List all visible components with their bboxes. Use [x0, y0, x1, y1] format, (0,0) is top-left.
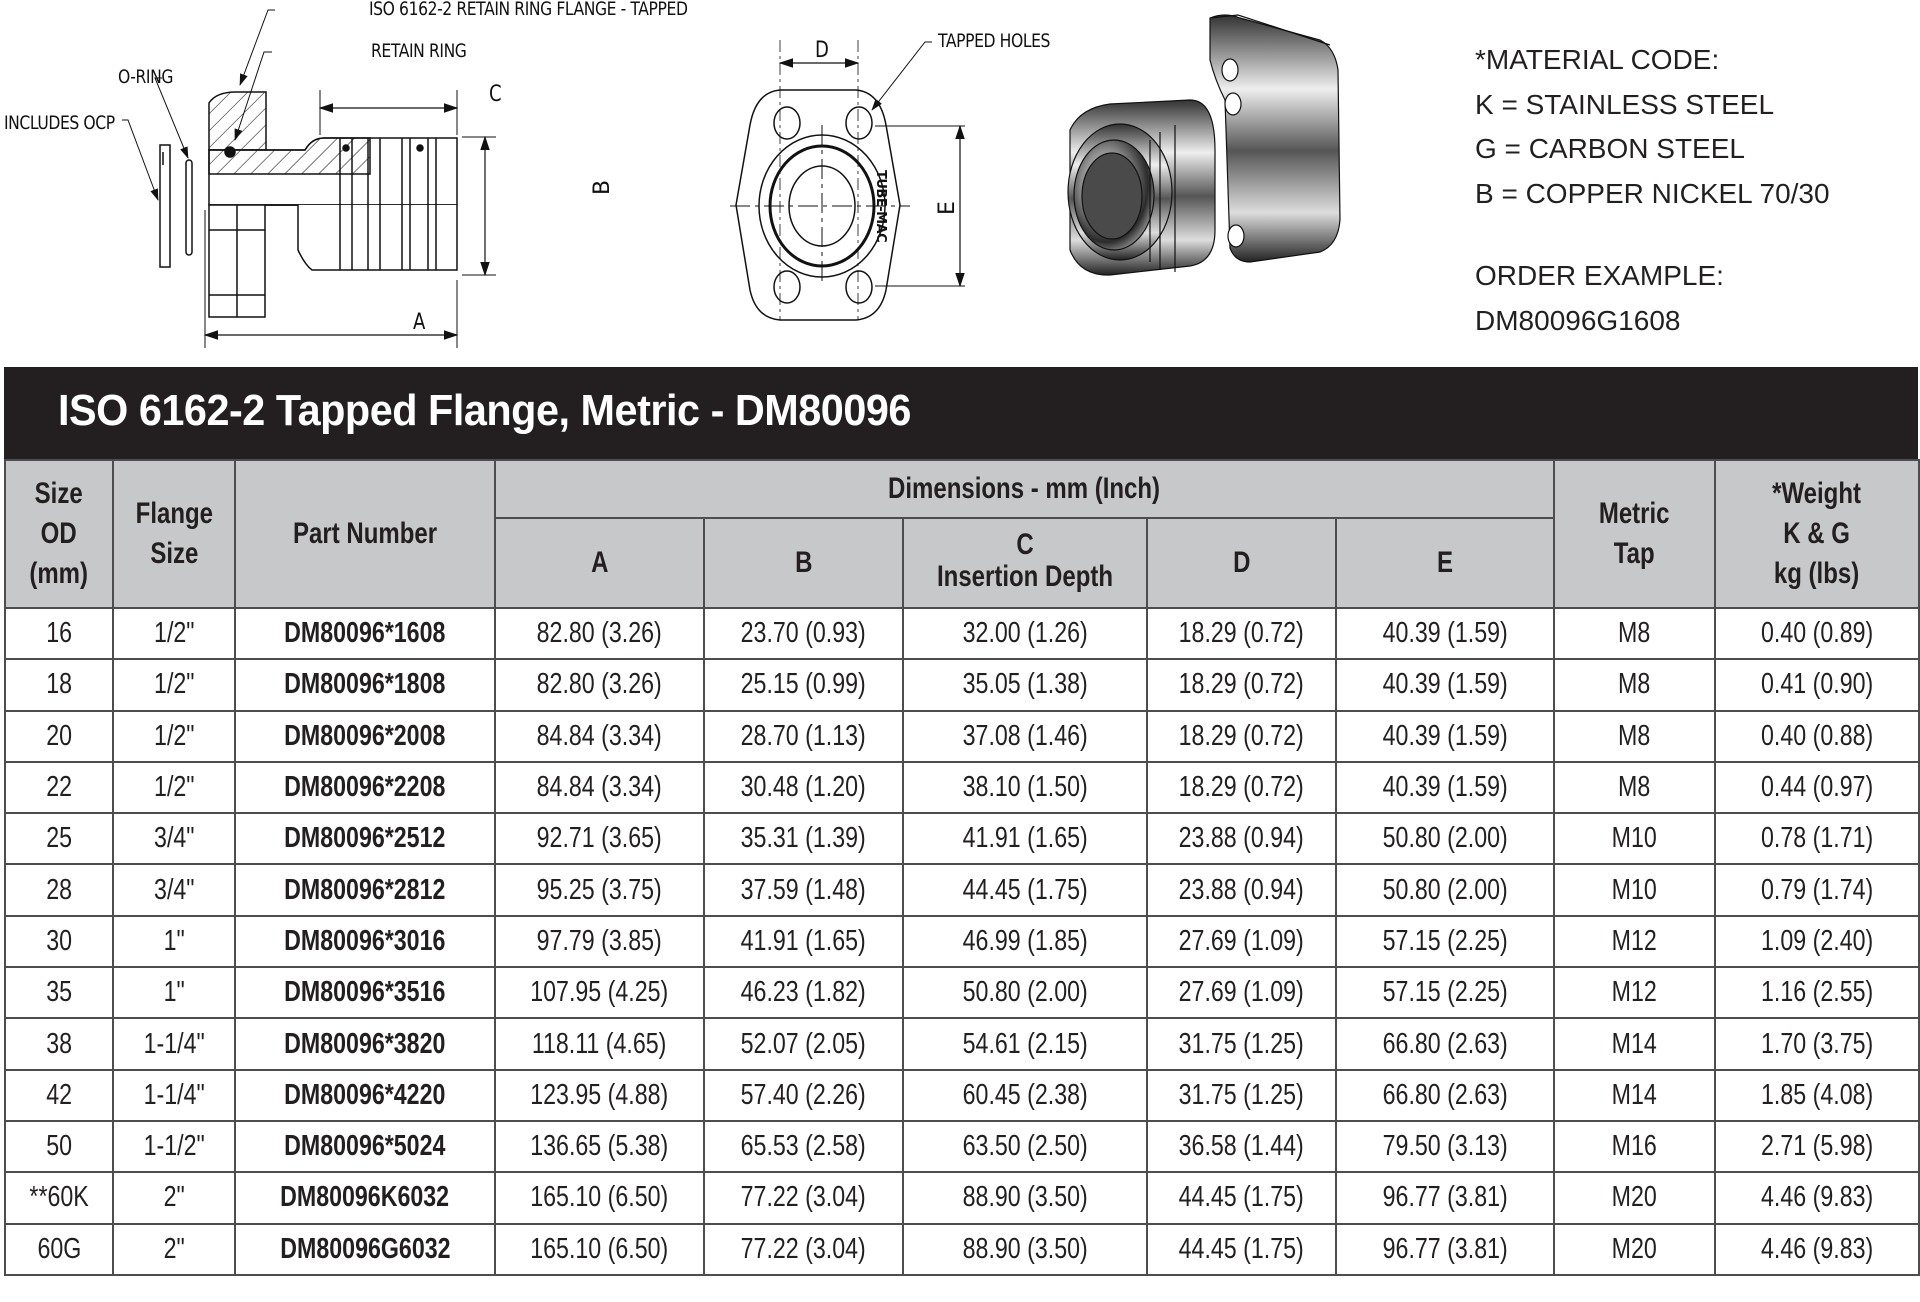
- table-row: [5, 1018, 1919, 1069]
- cell-dim-a: 84.84 (3.34): [495, 711, 704, 762]
- cell-dim-c: 41.91 (1.65): [903, 813, 1147, 864]
- cell-size-od: 38: [5, 1018, 113, 1069]
- dimension-label-d: D: [815, 38, 829, 63]
- cell-weight: 0.41 (0.90): [1715, 659, 1919, 710]
- cell-dim-d: 44.45 (1.75): [1147, 1224, 1336, 1275]
- header-size-od: Size OD (mm): [5, 460, 113, 608]
- header-flange-size: Flange Size: [113, 460, 235, 608]
- cell-dim-a: 92.71 (3.65): [495, 813, 704, 864]
- cell-dim-d: 44.45 (1.75): [1147, 1172, 1336, 1223]
- cell-dim-d: 36.58 (1.44): [1147, 1121, 1336, 1172]
- spec-table: [4, 459, 1920, 1276]
- cell-metric-tap: M10: [1554, 864, 1715, 915]
- cell-dim-d: 27.69 (1.09): [1147, 967, 1336, 1018]
- cell-dim-b: 35.31 (1.39): [704, 813, 903, 864]
- cell-size-od: 50: [5, 1121, 113, 1172]
- dimension-label-b: B: [590, 180, 615, 195]
- cell-dim-a: 123.95 (4.88): [495, 1070, 704, 1121]
- callout-o-ring: O-RING: [118, 66, 174, 88]
- table-row: [5, 1172, 1919, 1223]
- cell-dim-d: 27.69 (1.09): [1147, 916, 1336, 967]
- cell-size-od: **60K: [5, 1172, 113, 1223]
- cell-dim-b: 65.53 (2.58): [704, 1121, 903, 1172]
- cell-dim-a: 95.25 (3.75): [495, 864, 704, 915]
- table-title: ISO 6162-2 Tapped Flange, Metric - DM80096: [58, 386, 911, 435]
- cell-dim-a: 118.11 (4.65): [495, 1018, 704, 1069]
- cell-weight: 1.09 (2.40): [1715, 916, 1919, 967]
- cell-dim-c: 38.10 (1.50): [903, 762, 1147, 813]
- flange-3d-render: [1068, 15, 1340, 275]
- cell-dim-e: 66.80 (2.63): [1336, 1018, 1554, 1069]
- cell-weight: 0.79 (1.74): [1715, 864, 1919, 915]
- table-row: [5, 813, 1919, 864]
- cell-flange-size: 1/2": [113, 762, 235, 813]
- cell-dim-c: 88.90 (3.50): [903, 1172, 1147, 1223]
- spec-table-body: [5, 608, 1919, 1275]
- cell-dim-d: 31.75 (1.25): [1147, 1070, 1336, 1121]
- cell-size-od: 35: [5, 967, 113, 1018]
- callout-flange-title: ISO 6162-2 RETAIN RING FLANGE - TAPPED: [369, 0, 688, 20]
- header-dim-e: E: [1336, 518, 1554, 608]
- cell-part-number: DM80096*2208: [235, 762, 495, 813]
- cell-metric-tap: M8: [1554, 659, 1715, 710]
- ocp-ring-shape: [160, 145, 170, 267]
- table-row: [5, 659, 1919, 710]
- cell-metric-tap: M10: [1554, 813, 1715, 864]
- cell-dim-c: 35.05 (1.38): [903, 659, 1147, 710]
- table-row: [5, 608, 1919, 659]
- brand-mark-tube-mac: TUBE-MAC: [873, 170, 888, 243]
- flange-drawings-svg: [0, 0, 1440, 360]
- cell-size-od: 16: [5, 608, 113, 659]
- cell-flange-size: 1": [113, 916, 235, 967]
- cell-part-number: DM80096*2512: [235, 813, 495, 864]
- cell-metric-tap: M20: [1554, 1224, 1715, 1275]
- cell-dim-b: 28.70 (1.13): [704, 711, 903, 762]
- cell-size-od: 20: [5, 711, 113, 762]
- cell-part-number: DM80096*3016: [235, 916, 495, 967]
- cell-flange-size: 2": [113, 1172, 235, 1223]
- cell-dim-d: 18.29 (0.72): [1147, 608, 1336, 659]
- cell-dim-d: 18.29 (0.72): [1147, 659, 1336, 710]
- cell-part-number: DM80096*4220: [235, 1070, 495, 1121]
- cell-dim-e: 96.77 (3.81): [1336, 1172, 1554, 1223]
- cell-dim-b: 77.22 (3.04): [704, 1224, 903, 1275]
- header-part-number: Part Number: [235, 460, 495, 608]
- flange-section-hatch: [209, 92, 266, 150]
- cell-part-number: DM80096*5024: [235, 1121, 495, 1172]
- header-dim-a: A: [495, 518, 704, 608]
- cell-dim-c: 63.50 (2.50): [903, 1121, 1147, 1172]
- cell-dim-b: 77.22 (3.04): [704, 1172, 903, 1223]
- cell-flange-size: 3/4": [113, 813, 235, 864]
- header-dim-b: B: [704, 518, 903, 608]
- cell-metric-tap: M16: [1554, 1121, 1715, 1172]
- cell-size-od: 42: [5, 1070, 113, 1121]
- cell-flange-size: 2": [113, 1224, 235, 1275]
- cell-dim-a: 165.10 (6.50): [495, 1224, 704, 1275]
- cell-part-number: DM80096G6032: [235, 1224, 495, 1275]
- header-metric-tap: Metric Tap: [1554, 460, 1715, 608]
- material-code-b: B = COPPER NICKEL 70/30: [1475, 177, 1830, 209]
- dimension-label-c: C: [489, 82, 502, 107]
- table-row: [5, 1121, 1919, 1172]
- callout-retain-ring: RETAIN RING: [371, 40, 467, 62]
- cell-weight: 0.40 (0.88): [1715, 711, 1919, 762]
- cell-dim-b: 57.40 (2.26): [704, 1070, 903, 1121]
- material-code-g: G = CARBON STEEL: [1475, 133, 1745, 164]
- cell-flange-size: 1-1/4": [113, 1070, 235, 1121]
- cell-dim-d: 23.88 (0.94): [1147, 864, 1336, 915]
- cell-flange-size: 1/2": [113, 659, 235, 710]
- cell-dim-e: 57.15 (2.25): [1336, 967, 1554, 1018]
- callout-tapped-holes: TAPPED HOLES: [938, 30, 1051, 52]
- cell-dim-e: 50.80 (2.00): [1336, 864, 1554, 915]
- order-example-heading: ORDER EXAMPLE:: [1475, 260, 1724, 291]
- cell-dim-a: 82.80 (3.26): [495, 608, 704, 659]
- cell-metric-tap: M12: [1554, 916, 1715, 967]
- cell-dim-c: 88.90 (3.50): [903, 1224, 1147, 1275]
- cell-weight: 1.16 (2.55): [1715, 967, 1919, 1018]
- cell-dim-b: 37.59 (1.48): [704, 864, 903, 915]
- cell-dim-c: 60.45 (2.38): [903, 1070, 1147, 1121]
- table-row: [5, 916, 1919, 967]
- cell-flange-size: 3/4": [113, 864, 235, 915]
- cell-weight: 1.85 (4.08): [1715, 1070, 1919, 1121]
- cell-dim-e: 50.80 (2.00): [1336, 813, 1554, 864]
- cell-size-od: 28: [5, 864, 113, 915]
- cell-dim-e: 40.39 (1.59): [1336, 762, 1554, 813]
- cell-dim-a: 97.79 (3.85): [495, 916, 704, 967]
- cell-part-number: DM80096*1608: [235, 608, 495, 659]
- cell-dim-d: 18.29 (0.72): [1147, 762, 1336, 813]
- cell-size-od: 25: [5, 813, 113, 864]
- cell-dim-c: 32.00 (1.26): [903, 608, 1147, 659]
- cell-dim-e: 40.39 (1.59): [1336, 608, 1554, 659]
- header-row-1: [5, 460, 1919, 518]
- material-code-k: K = STAINLESS STEEL: [1475, 88, 1775, 120]
- cell-metric-tap: M14: [1554, 1070, 1715, 1121]
- table-row: [5, 1224, 1919, 1275]
- cell-dim-a: 107.95 (4.25): [495, 967, 704, 1018]
- cell-dim-e: 66.80 (2.63): [1336, 1070, 1554, 1121]
- cell-dim-e: 40.39 (1.59): [1336, 711, 1554, 762]
- retain-ring-dot: [225, 147, 235, 157]
- cell-size-od: 22: [5, 762, 113, 813]
- cell-dim-a: 82.80 (3.26): [495, 659, 704, 710]
- cell-dim-e: 57.15 (2.25): [1336, 916, 1554, 967]
- technical-drawing: [0, 0, 1440, 360]
- cell-dim-a: 136.65 (5.38): [495, 1121, 704, 1172]
- cell-metric-tap: M14: [1554, 1018, 1715, 1069]
- cell-dim-e: 79.50 (3.13): [1336, 1121, 1554, 1172]
- cell-dim-b: 25.15 (0.99): [704, 659, 903, 710]
- o-ring-shape: [186, 160, 192, 255]
- cell-part-number: DM80096*2008: [235, 711, 495, 762]
- table-row: [5, 864, 1919, 915]
- cell-dim-d: 31.75 (1.25): [1147, 1018, 1336, 1069]
- cell-flange-size: 1-1/4": [113, 1018, 235, 1069]
- header-weight: *Weight K & G kg (lbs): [1715, 460, 1919, 608]
- cell-dim-e: 40.39 (1.59): [1336, 659, 1554, 710]
- header-dim-c: C Insertion Depth: [903, 518, 1147, 608]
- cell-weight: 0.40 (0.89): [1715, 608, 1919, 659]
- front-view: [730, 40, 965, 320]
- cell-part-number: DM80096*3820: [235, 1018, 495, 1069]
- cell-part-number: DM80096*3516: [235, 967, 495, 1018]
- cell-flange-size: 1-1/2": [113, 1121, 235, 1172]
- cell-dim-c: 50.80 (2.00): [903, 967, 1147, 1018]
- cell-part-number: DM80096K6032: [235, 1172, 495, 1223]
- dimension-label-e: E: [935, 201, 960, 215]
- cell-flange-size: 1/2": [113, 711, 235, 762]
- material-notes: [1475, 38, 1830, 343]
- cell-metric-tap: M12: [1554, 967, 1715, 1018]
- cell-weight: 1.70 (3.75): [1715, 1018, 1919, 1069]
- cell-weight: 4.46 (9.83): [1715, 1172, 1919, 1223]
- cell-metric-tap: M8: [1554, 762, 1715, 813]
- cell-weight: 0.44 (0.97): [1715, 762, 1919, 813]
- cell-dim-c: 37.08 (1.46): [903, 711, 1147, 762]
- table-row: [5, 967, 1919, 1018]
- cell-dim-a: 165.10 (6.50): [495, 1172, 704, 1223]
- table-row: [5, 711, 1919, 762]
- cell-dim-b: 41.91 (1.65): [704, 916, 903, 967]
- table-title-bar: [4, 367, 1918, 459]
- cell-flange-size: 1": [113, 967, 235, 1018]
- cell-size-od: 30: [5, 916, 113, 967]
- cell-metric-tap: M8: [1554, 608, 1715, 659]
- cell-dim-b: 23.70 (0.93): [704, 608, 903, 659]
- header-dim-d: D: [1147, 518, 1336, 608]
- cell-dim-c: 44.45 (1.75): [903, 864, 1147, 915]
- cell-metric-tap: M8: [1554, 711, 1715, 762]
- cell-weight: 2.71 (5.98): [1715, 1121, 1919, 1172]
- table-row: [5, 762, 1919, 813]
- cell-dim-a: 84.84 (3.34): [495, 762, 704, 813]
- cell-dim-c: 46.99 (1.85): [903, 916, 1147, 967]
- cell-size-od: 18: [5, 659, 113, 710]
- material-code-heading: *MATERIAL CODE:: [1475, 44, 1720, 75]
- notes-spacer: [1475, 216, 1830, 254]
- flange-plate: [1210, 15, 1340, 262]
- cell-dim-b: 30.48 (1.20): [704, 762, 903, 813]
- cell-part-number: DM80096*2812: [235, 864, 495, 915]
- cell-weight: 4.46 (9.83): [1715, 1224, 1919, 1275]
- cell-part-number: DM80096*1808: [235, 659, 495, 710]
- cell-weight: 0.78 (1.71): [1715, 813, 1919, 864]
- callout-includes-ocp: INCLUDES OCP: [4, 112, 115, 134]
- cell-size-od: 60G: [5, 1224, 113, 1275]
- cell-dim-e: 96.77 (3.81): [1336, 1224, 1554, 1275]
- order-example-value: DM80096G1608: [1475, 304, 1681, 336]
- cell-dim-d: 23.88 (0.94): [1147, 813, 1336, 864]
- cell-metric-tap: M20: [1554, 1172, 1715, 1223]
- cell-dim-b: 52.07 (2.05): [704, 1018, 903, 1069]
- dimension-label-a: A: [413, 310, 425, 335]
- cell-dim-c: 54.61 (2.15): [903, 1018, 1147, 1069]
- cell-dim-d: 18.29 (0.72): [1147, 711, 1336, 762]
- cell-dim-b: 46.23 (1.82): [704, 967, 903, 1018]
- table-row: [5, 1070, 1919, 1121]
- cell-flange-size: 1/2": [113, 608, 235, 659]
- header-dimensions: Dimensions - mm (Inch): [495, 460, 1554, 518]
